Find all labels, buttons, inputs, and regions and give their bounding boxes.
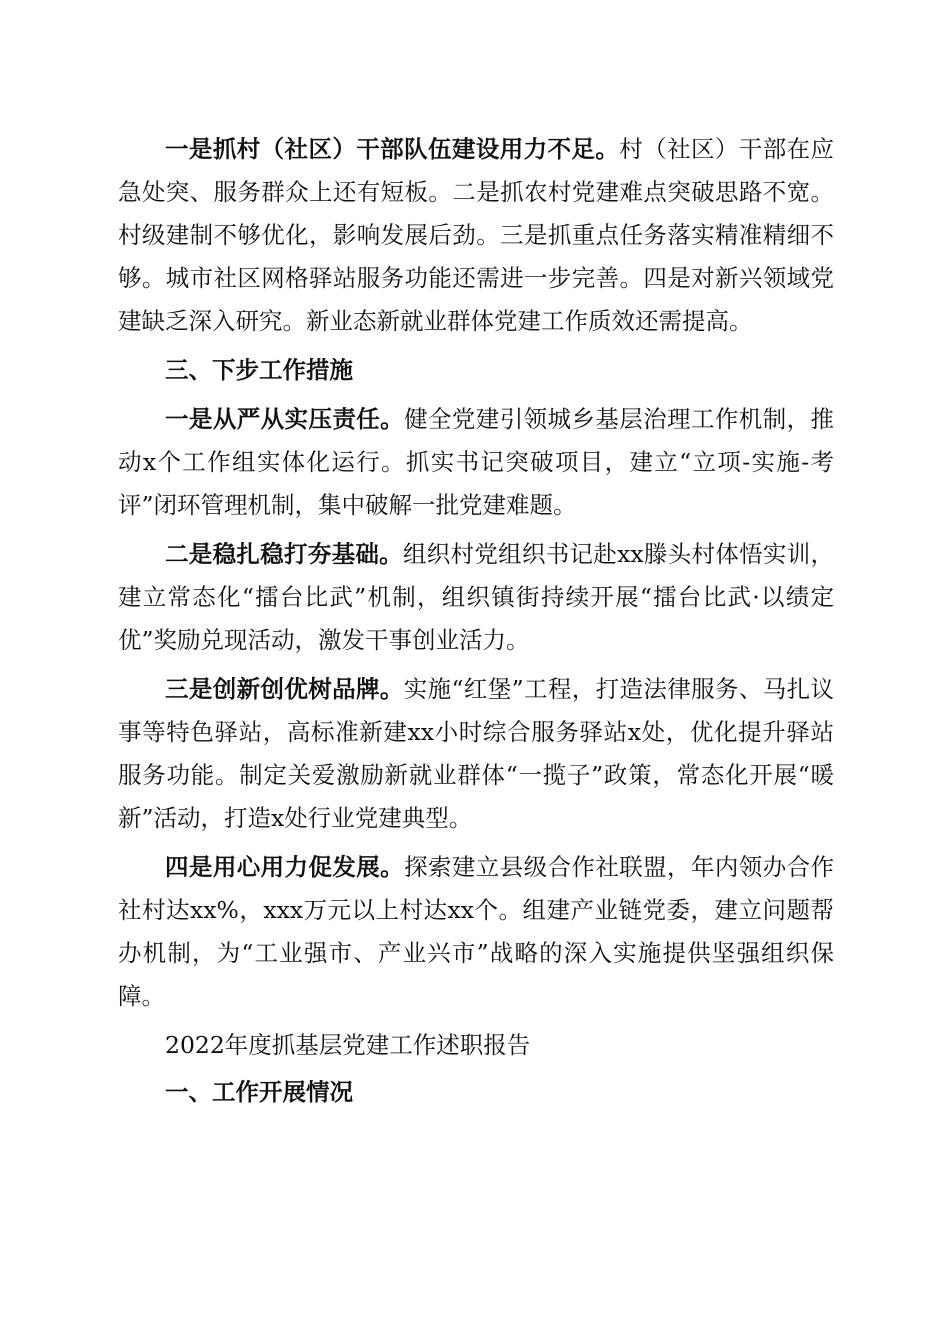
paragraph-lead: 四是用心用力促发展。 bbox=[165, 853, 405, 881]
paragraph-shortcomings bbox=[118, 128, 834, 343]
paragraph-lead: 一是从严从实压责任。 bbox=[165, 405, 405, 433]
paragraph-body: 健全党建引领城乡基层治理工作机制，推动x个工作组实体化运行。抓实书记突破项目，建立“立项-实施-考评”闭环管理机制，集中破解一批党建难题。 bbox=[118, 405, 835, 519]
paragraph-body: 实施“红堡”工程，打造法律服务、马扎议事等特色驿站，高标准新建xx小时综合服务驿站x处，优化提升驿站服务功能。制定关爱激励新就业群体“一揽子”政策，常态化开展“暖新”活动，打造x处行业党建典型。 bbox=[118, 675, 835, 832]
paragraph-measure-2 bbox=[118, 533, 834, 662]
paragraph-body: 村（社区）干部在应急处突、服务群众上还有短板。二是抓农村党建难点突破思路不宽。村级建制不够优化，影响发展后劲。三是抓重点任务落实精准精细不够。城市社区网格驿站服务功能还需进一步完善。四是对新兴领域党建缺乏深入研究。新业态新就业群体党建工作质效还需提高。 bbox=[118, 135, 835, 335]
paragraph-measure-1 bbox=[118, 398, 834, 527]
paragraph-lead: 一是抓村（社区）干部队伍建设用力不足。 bbox=[165, 135, 620, 163]
paragraph-measure-4 bbox=[118, 846, 834, 1018]
document-body bbox=[118, 128, 834, 1114]
paragraph-lead: 二是稳扎稳打夯基础。 bbox=[165, 540, 403, 568]
section-heading-work-progress: 一、工作开展情况 bbox=[165, 1078, 353, 1106]
report-title: 2022年度抓基层党建工作述职报告 bbox=[165, 1031, 531, 1059]
paragraph-measure-3 bbox=[118, 668, 834, 840]
paragraph-lead: 三是创新创优树品牌。 bbox=[165, 675, 404, 703]
section-heading-next-steps: 三、下步工作措施 bbox=[165, 356, 353, 384]
paragraph-body: 探索建立县级合作社联盟，年内领办合作社村达xx%，xxx万元以上村达xx个。组建产业链党委，建立问题帮办机制，为“工业强市、产业兴市”战略的深入实施提供坚强组织保障。 bbox=[118, 853, 835, 1010]
paragraph-body: 组织村党组织书记赴xx滕头村体悟实训，建立常态化“擂台比武”机制，组织镇街持续开展“擂台比武·以绩定优”奖励兑现活动，激发干事创业活力。 bbox=[118, 540, 835, 654]
